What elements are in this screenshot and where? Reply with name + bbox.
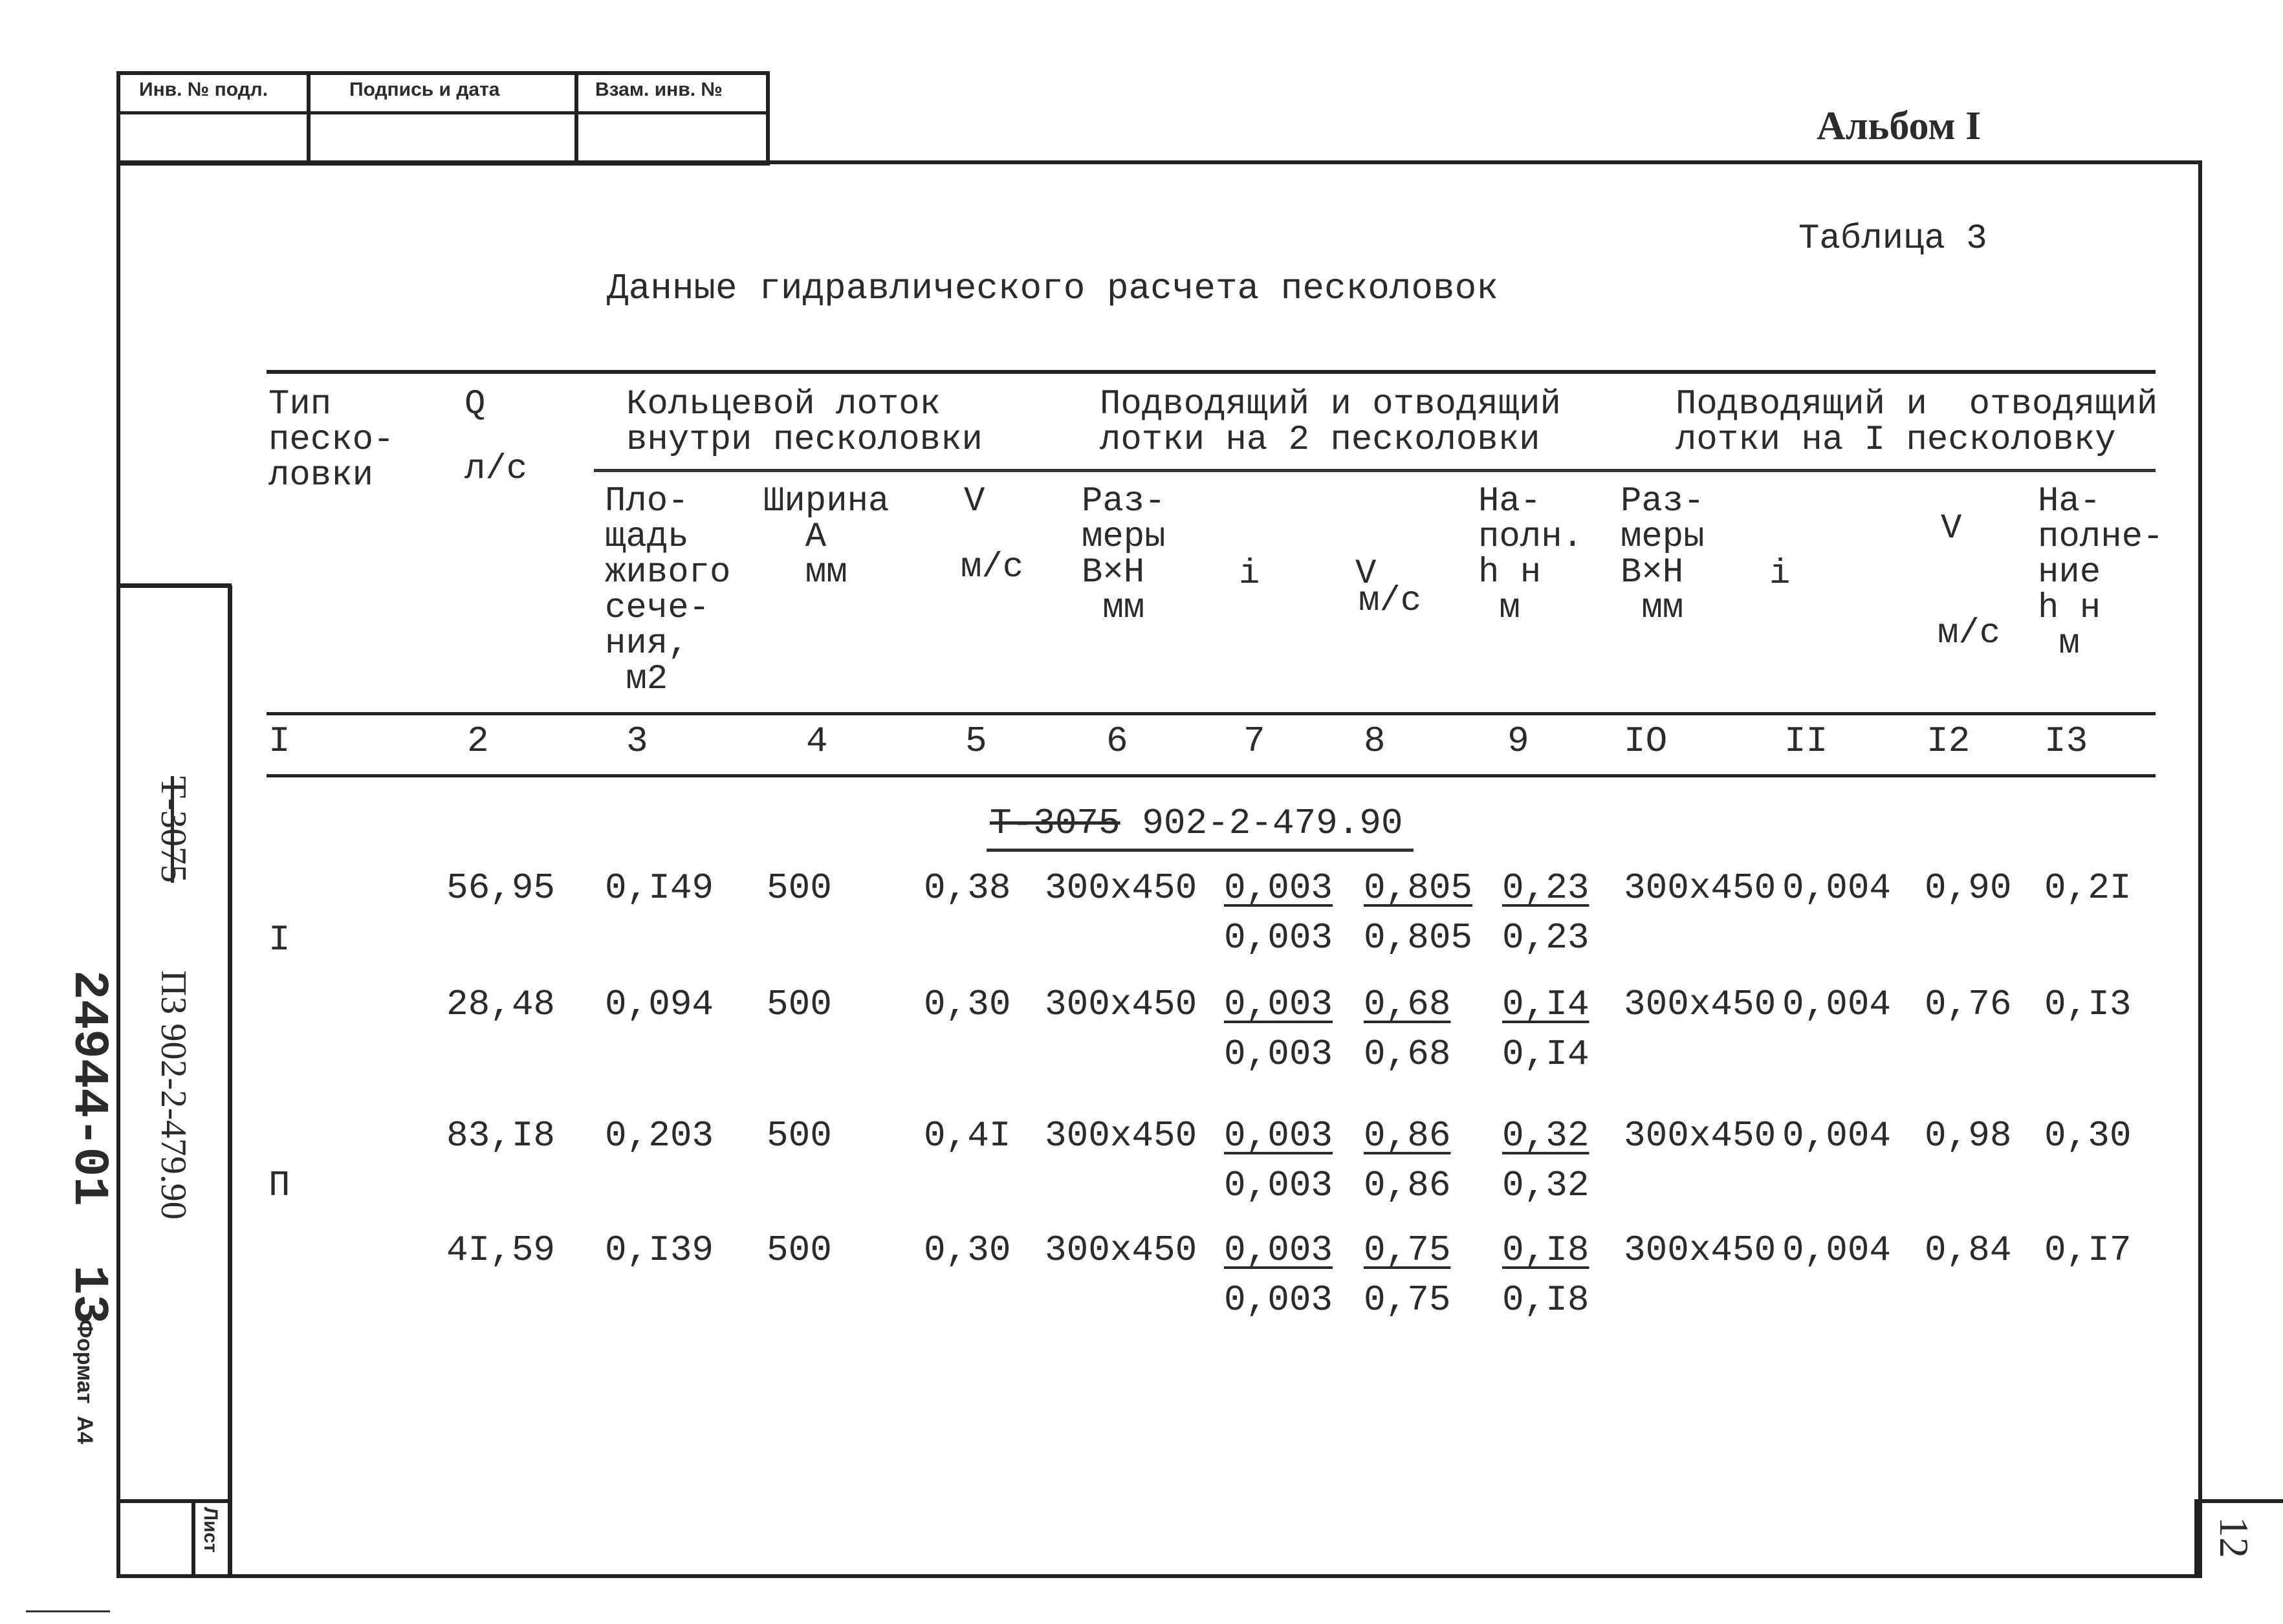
col-number: 6 (1106, 720, 1128, 762)
stamp-divider (574, 71, 578, 166)
col-number: 2 (467, 720, 489, 762)
header-type: Тип песко- ловки (268, 385, 395, 496)
cell-area: 0,I39 (605, 1229, 714, 1271)
table-rule-top (267, 370, 2156, 374)
header-group-ring-tray: Кольцевой лоток внутри песколовки (626, 385, 983, 460)
header-v3: V (1941, 509, 1962, 548)
cell-area: 0,203 (605, 1115, 714, 1156)
col-number: I2 (1927, 720, 1971, 762)
cell-q: 83,I8 (446, 1115, 556, 1156)
cell-slope-1: 0,004 (1782, 984, 1892, 1025)
cell-sizes-1: 300x450 (1624, 1115, 1776, 1156)
cell-fill-2: 0,23 (1502, 867, 1589, 909)
cell-v2: 0,68 (1364, 984, 1451, 1025)
cell-sizes-1: 300x450 (1624, 1229, 1776, 1271)
section-new-code: 902-2-479.90 (1142, 803, 1403, 844)
cell-v1: 0,38 (924, 867, 1011, 909)
cell-sizes-2: 300x450 (1045, 867, 1197, 909)
cell-fill-2: 0,I4 (1502, 984, 1589, 1025)
sheet-number-border (2194, 1499, 2283, 1503)
cell-fill-1: 0,I7 (2044, 1229, 2132, 1271)
cell-q: 28,48 (446, 984, 556, 1025)
header-v2-unit: м/с (1359, 581, 1422, 621)
col-number: 5 (965, 720, 987, 762)
cell-area: 0,I49 (605, 867, 714, 909)
cell-v3: 0,98 (1925, 1115, 2012, 1156)
cell-slope-2: 0,003 (1224, 867, 1333, 909)
page-title: Данные гидравлического расчета песколовок (607, 268, 1498, 309)
cell-slope-2-second: 0,003 (1224, 1279, 1333, 1321)
table-rule-group (594, 469, 2156, 472)
cell-slope-2: 0,003 (1224, 1229, 1333, 1271)
cell-v2: 0,75 (1364, 1229, 1451, 1271)
type-label: П (268, 1165, 290, 1206)
header-sizes-1: Раз- меры B×H мм (1621, 482, 1705, 629)
header-q-unit: л/с (464, 449, 528, 489)
cell-width: 500 (767, 984, 832, 1025)
cell-v2-second: 0,86 (1364, 1165, 1451, 1206)
cell-slope-2-second: 0,003 (1224, 1034, 1333, 1075)
sheet-label: Лист (200, 1507, 221, 1553)
cell-slope-2: 0,003 (1224, 984, 1333, 1025)
side-archive-number: 24944-01 13 (61, 970, 116, 1325)
cell-fill-2: 0,I8 (1502, 1229, 1589, 1271)
cell-v1: 0,30 (924, 984, 1011, 1025)
stamp-divider (116, 111, 770, 114)
header-fill-2: На- полн. h н м (1478, 482, 1584, 629)
col-number: 4 (806, 720, 828, 762)
col-number: I3 (2044, 720, 2088, 762)
col-number: 8 (1364, 720, 1386, 762)
cell-slope-1: 0,004 (1782, 1229, 1892, 1271)
cell-slope-2: 0,003 (1224, 1115, 1333, 1156)
cell-v3: 0,90 (1925, 867, 2012, 909)
header-area: Пло- щадь живого сече- ния, м2 (605, 482, 731, 700)
header-v1: V (964, 482, 985, 521)
cell-v2-second: 0,75 (1364, 1279, 1451, 1321)
cell-slope-2-second: 0,003 (1224, 1165, 1333, 1206)
header-group-trays-1: Подводящий и отводящий лотки на I песколовку (1676, 385, 2158, 460)
cell-fill-1: 0,I3 (2044, 984, 2132, 1025)
col-number: IO (1624, 720, 1668, 762)
header-slope-1: i (1769, 554, 1791, 594)
header-fill-1: На- полне- ние h н м (2038, 482, 2164, 664)
cell-v1: 0,30 (924, 1229, 1011, 1271)
cell-v2: 0,86 (1364, 1115, 1451, 1156)
cell-fill-2-second: 0,32 (1502, 1165, 1589, 1206)
cell-sizes-2: 300x450 (1045, 984, 1197, 1025)
cell-fill-1: 0,30 (2044, 1115, 2132, 1156)
stamp-divider (307, 71, 311, 166)
sheet-number-border (2194, 1499, 2199, 1578)
side-code-old: Т-3075 (153, 776, 193, 883)
cell-slope-2-second: 0,003 (1224, 917, 1333, 958)
table-rule-header-bottom (267, 712, 2156, 715)
header-v2: V (1355, 554, 1377, 594)
album-label: Альбом I (1817, 104, 1982, 148)
stamp-vzam-label: Взам. инв. № (595, 79, 723, 100)
cell-slope-1: 0,004 (1782, 867, 1892, 909)
cell-v3: 0,76 (1925, 984, 2012, 1025)
cell-fill-2-second: 0,23 (1502, 917, 1589, 958)
section-old-code: Т-3075 (990, 803, 1120, 844)
side-code-new: ПЗ 902-2-479.90 (153, 970, 193, 1220)
cell-v2: 0,805 (1364, 867, 1473, 909)
sheet-number: 12 (2211, 1517, 2257, 1558)
table-rule-numbers-bottom (267, 774, 2156, 777)
header-v1-unit: м/с (961, 548, 1024, 587)
section-underline (987, 849, 1414, 852)
side-strip-top-border (116, 583, 232, 588)
header-slope-2: i (1239, 554, 1260, 594)
cell-fill-2-second: 0,I4 (1502, 1034, 1589, 1075)
col-number: 9 (1507, 720, 1529, 762)
cell-v3: 0,84 (1925, 1229, 2012, 1271)
cell-fill-2: 0,32 (1502, 1115, 1589, 1156)
type-label: I (268, 919, 290, 960)
cell-area: 0,094 (605, 984, 714, 1025)
cell-v1: 0,4I (924, 1115, 1011, 1156)
col-number: 3 (626, 720, 648, 762)
cell-v2-second: 0,805 (1364, 917, 1473, 958)
sheet-cell-border (116, 1499, 232, 1503)
col-number: II (1784, 720, 1828, 762)
header-sizes-2: Раз- меры B×H мм (1082, 482, 1166, 629)
side-format-label: Формат А4 (72, 1319, 97, 1444)
cell-sizes-2: 300x450 (1045, 1115, 1197, 1156)
cell-q: 56,95 (446, 867, 556, 909)
cell-width: 500 (767, 867, 832, 909)
cell-sizes-1: 300x450 (1624, 984, 1776, 1025)
header-q: Q (464, 385, 486, 424)
header-width: Ширина A мм (763, 482, 890, 593)
cell-fill-1: 0,2I (2044, 867, 2132, 909)
stamp-sign-label: Подпись и дата (349, 79, 500, 100)
cell-width: 500 (767, 1115, 832, 1156)
cell-fill-2-second: 0,I8 (1502, 1279, 1589, 1321)
col-number: I (268, 720, 290, 762)
header-group-trays-2: Подводящий и отводящий лотки на 2 песколовки (1100, 385, 1561, 460)
header-v3-unit: м/с (1938, 614, 2001, 653)
section-title (990, 805, 1403, 842)
cell-sizes-2: 300x450 (1045, 1229, 1197, 1271)
col-number: 7 (1243, 720, 1265, 762)
cell-width: 500 (767, 1229, 832, 1271)
cell-v2-second: 0,68 (1364, 1034, 1451, 1075)
sheet-cell-border (191, 1499, 195, 1578)
cell-sizes-1: 300x450 (1624, 867, 1776, 909)
side-strip-right-border (228, 585, 232, 1578)
stamp-inv-label: Инв. № подл. (139, 79, 268, 100)
cell-q: 4I,59 (446, 1229, 556, 1271)
table-number: Таблица 3 (1798, 219, 1987, 259)
scan-mark (26, 1610, 110, 1612)
cell-slope-1: 0,004 (1782, 1115, 1892, 1156)
